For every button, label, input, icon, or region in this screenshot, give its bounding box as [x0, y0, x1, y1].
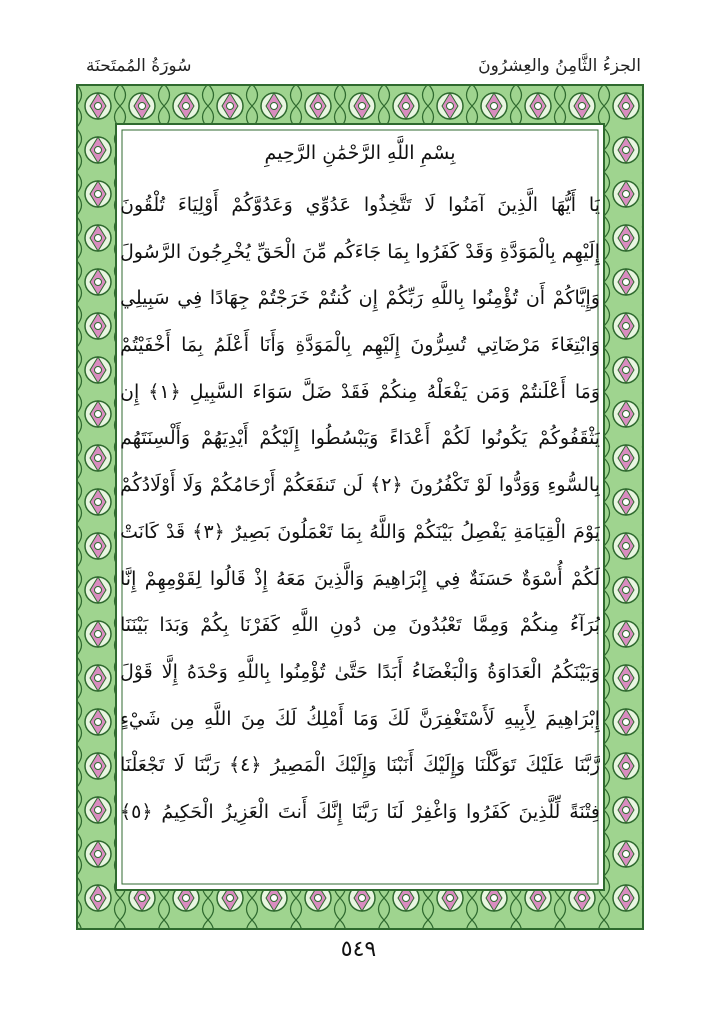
- juz-title: الجزءُ الثَّامِنُ والعِشرُونَ: [478, 56, 641, 76]
- text-line: وَإِيَّاكُمْ أَن تُؤْمِنُوا بِاللَّهِ رَبِّكُمْ إِن كُنتُمْ خَرَجْتُمْ جِهَادًا فِي سَبِيلِي: [120, 287, 600, 310]
- text-line: وَبَيْنَكُمُ الْعَدَاوَةُ وَالْبَغْضَاءُ أَبَدًا حَتَّىٰ تُؤْمِنُوا بِاللَّهِ وَحْدَهُ إِلَّا قَوْلَ: [120, 660, 600, 683]
- text-line: وَابْتِغَاءَ مَرْضَاتِي تُسِرُّونَ إِلَيْهِم بِالْمَوَدَّةِ وَأَنَا أَعْلَمُ بِمَا أَخْفَيْتُمْ: [120, 334, 600, 357]
- text-line: بُرَآءُ مِنكُمْ وَمِمَّا تَعْبُدُونَ مِن دُونِ اللَّهِ كَفَرْنَا بِكُمْ وَبَدَا بَيْنَنَا: [120, 614, 600, 637]
- text-line: وَمَا أَعْلَنتُمْ وَمَن يَفْعَلْهُ مِنكُمْ فَقَدْ ضَلَّ سَوَاءَ السَّبِيلِ ﴿١﴾ إِن: [120, 380, 600, 403]
- text-line: يَثْقَفُوكُمْ يَكُونُوا لَكُمْ أَعْدَاءً وَيَبْسُطُوا إِلَيْكُمْ أَيْدِيَهُمْ وَأَلْسِنَتَهُم: [120, 427, 600, 450]
- text-line: بِالسُّوءِ وَوَدُّوا لَوْ تَكْفُرُونَ ﴿٢﴾ لَن تَنفَعَكُمْ أَرْحَامُكُمْ وَلَا أَوْلَادُكُمْ: [120, 474, 600, 497]
- text-line: يَا أَيُّهَا الَّذِينَ آمَنُوا لَا تَتَّخِذُوا عَدُوِّي وَعَدُوَّكُمْ أَوْلِيَاءَ تُلْقُونَ: [120, 194, 600, 216]
- page-number: ٥٤٩: [340, 937, 377, 962]
- text-line: رَّبَّنَا عَلَيْكَ تَوَكَّلْنَا وَإِلَيْكَ أَنَبْنَا وَإِلَيْكَ الْمَصِيرُ ﴿٤﴾ رَبَّنَا لَا تَجْعَلْنَا: [120, 754, 600, 777]
- verse-lines: [120, 182, 600, 836]
- text-line: إِبْرَاهِيمَ لِأَبِيهِ لَأَسْتَغْفِرَنَّ لَكَ وَمَا أَمْلِكُ لَكَ مِنَ اللَّهِ مِن شَيْءٍ: [120, 707, 600, 730]
- text-line: لَكُمْ أُسْوَةٌ حَسَنَةٌ فِي إِبْرَاهِيمَ وَالَّذِينَ مَعَهُ إِذْ قَالُوا لِقَوْمِهِمْ إِنَّا: [120, 567, 600, 590]
- text-line: فِتْنَةً لِّلَّذِينَ كَفَرُوا وَاغْفِرْ لَنَا رَبَّنَا إِنَّكَ أَنتَ الْعَزِيزُ الْحَكِيمُ ﴿٥﴾: [120, 800, 600, 823]
- text-line: إِلَيْهِم بِالْمَوَدَّةِ وَقَدْ كَفَرُوا بِمَا جَاءَكُم مِّنَ الْحَقِّ يُخْرِجُونَ الرَّسُولَ: [120, 240, 600, 263]
- page-text-area: [120, 130, 600, 886]
- surah-title: سُورَةُ المُمتَحنَة: [86, 56, 192, 76]
- basmala: بِسْمِ اللَّهِ الرَّحْمَٰنِ الرَّحِيمِ: [264, 142, 456, 164]
- text-line: يَوْمَ الْقِيَامَةِ يَفْصِلُ بَيْنَكُمْ وَاللَّهُ بِمَا تَعْمَلُونَ بَصِيرٌ ﴿٣﴾ قَدْ كَانَتْ: [120, 520, 600, 543]
